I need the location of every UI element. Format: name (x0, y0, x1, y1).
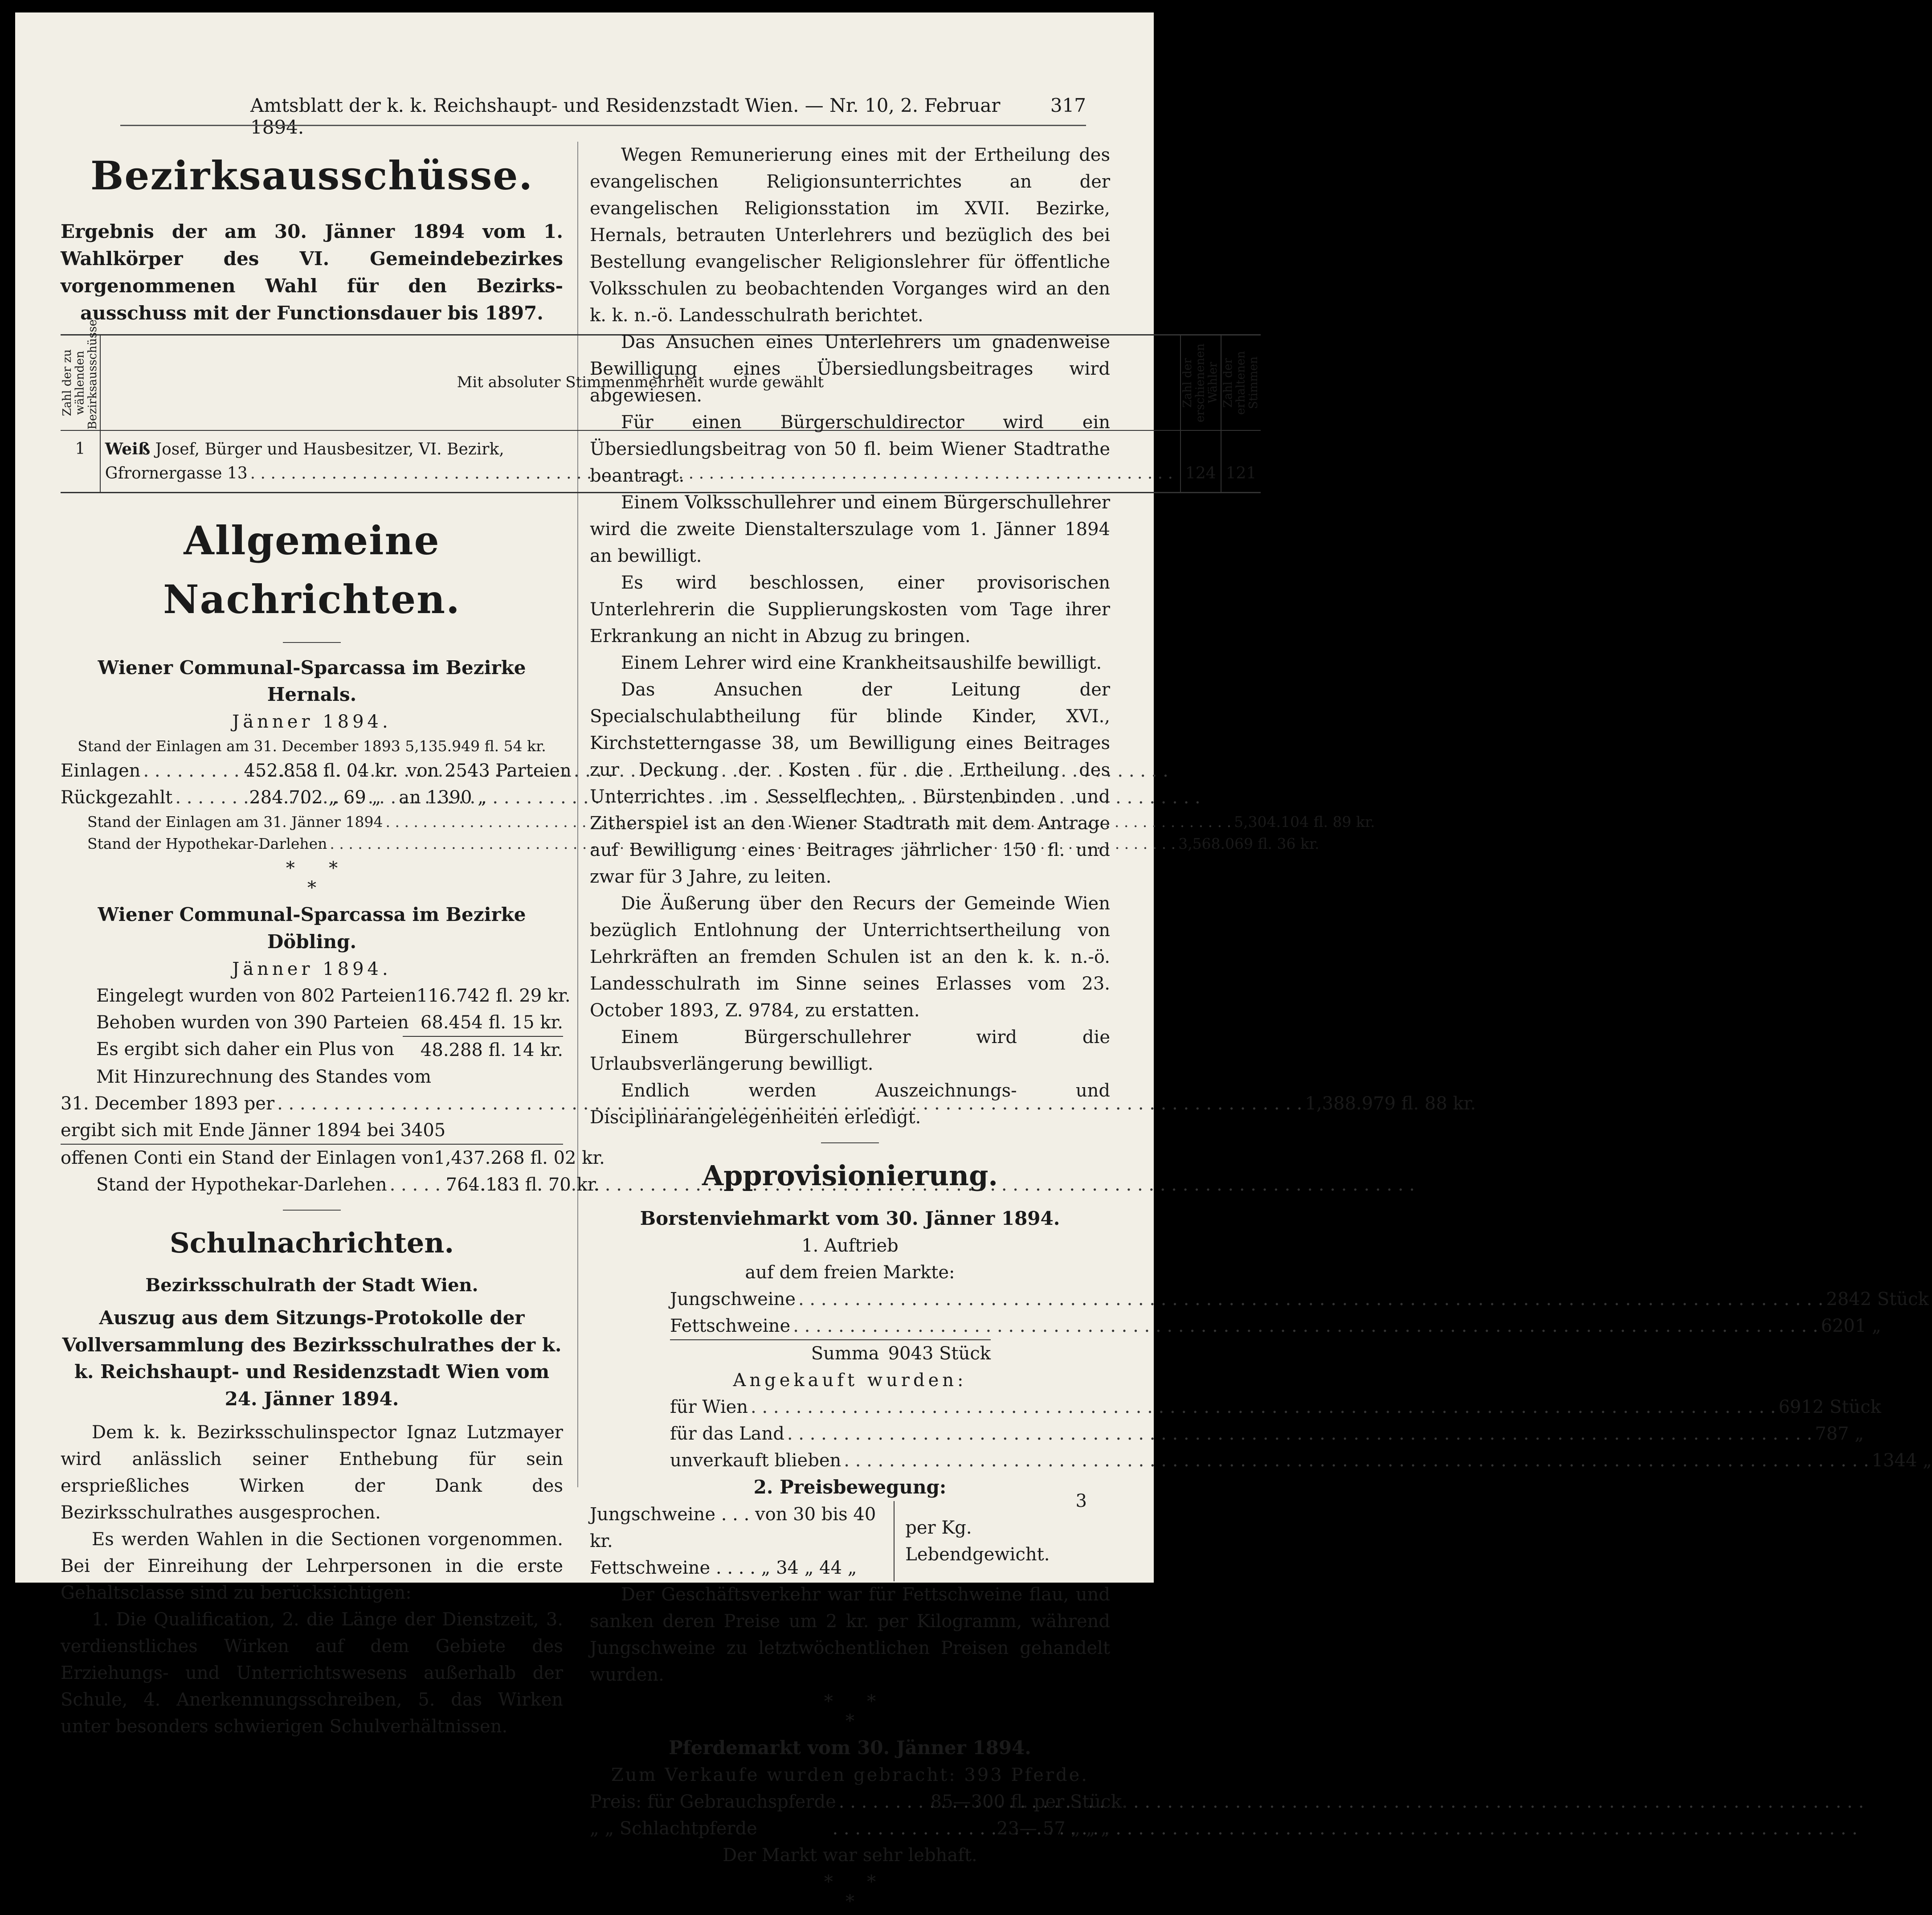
preis-title: 2. Preisbewegung: (753, 1476, 947, 1498)
label: Stand der Einlagen am 31. Jänner 1894 (87, 813, 383, 831)
fett-row (670, 1313, 1881, 1339)
label: Jungschweine (670, 1289, 796, 1309)
schul-p3: 1. Die Qualification, 2. die Länge der Dienstzeit, 3. verdienstliches Wirken auf dem Gebiete des Erziehungs- und Unterrichtswesens außerhalb der Schule, 4. Anerkennungsschreiben, 5. das Wirken unter besonders schwierigen Schulverhältnissen. (61, 1609, 563, 1737)
label: 31. December 1893 per (61, 1093, 275, 1114)
preis-gebrauch-row (590, 1788, 1127, 1815)
cell-voters: 124 (1180, 430, 1221, 493)
doebling-ende: ergibt sich mit Ende Jänner 1894 bei 3405 (61, 1120, 446, 1141)
stars-separator: * * * (286, 858, 338, 898)
cell-count: 1 (61, 430, 100, 493)
hernals-rueck-row (61, 784, 563, 811)
doebling-eingelegt-row (96, 982, 571, 1009)
doebling-month: Jänner 1894. (232, 958, 392, 979)
schul-cont-p: Einem Volksschullehrer und einem Bürgerschullehrer wird die zweite Dienstalterszulage vom 1. Jänner 1894 an bewilligt. (590, 492, 1110, 566)
label: offenen Conti ein Stand der Einlagen von (61, 1147, 434, 1168)
value: 764.183 fl. 70 kr. (445, 1174, 600, 1195)
wien-row (670, 1394, 1881, 1420)
hernals-einlagen-row (61, 757, 572, 784)
land-row (670, 1420, 1864, 1447)
value: 3,568.069 fl. 36 kr. (1178, 835, 1319, 853)
label: Stand der Hypothekar-Darlehen (87, 835, 327, 853)
doebling-hinzu: Mit Hinzurechnung des Standes vom (96, 1066, 432, 1087)
doebling-hypo-row (96, 1171, 600, 1198)
label: Preis: für Gebrauchspferde (590, 1791, 836, 1812)
summa-row (670, 1339, 991, 1367)
hernals-hypo-row (87, 833, 1319, 855)
parteien: von 2543 Parteien (406, 760, 572, 781)
unverk-row (670, 1447, 1932, 1474)
label: für Wien (670, 1396, 748, 1417)
value: 1,388.979 fl. 88 kr. (1305, 1093, 1476, 1114)
schul-cont-p: Einem Lehrer wird eine Krankheitsaushilfe bewilligt. (621, 653, 1102, 673)
col-header-voters: Zahl der erschienenen Wähler (1180, 343, 1220, 422)
col-header-elected: Mit absoluter Stimmenmehrheit wurde gewählt (457, 373, 824, 392)
page (15, 12, 1932, 1912)
preis-note: per Kg. Lebendgewicht. (905, 1517, 1050, 1565)
schul-cont-p: Endlich werden Auszeichnungs- und Disciplinarangelegenheiten erledigt. (590, 1080, 1110, 1128)
section-title-allgemeine: Allgemeine Nachrichten. (163, 517, 461, 622)
doebling-title: Wiener Communal-Sparcassa im Bezirke Döbling. (98, 903, 526, 953)
auftrieb: 1. Auftrieb (801, 1235, 899, 1256)
journal-title: Amtsblatt der k. k. Reichshaupt- und Residenzstadt Wien. — Nr. 10, 2. Februar 1894. (250, 94, 1001, 138)
label: Es ergibt sich daher ein Plus von (96, 1039, 395, 1060)
stars-separator: * * * (824, 1691, 876, 1731)
section-title-schul: Schulnachrichten. (169, 1226, 454, 1259)
schul-p1: Dem k. k. Bezirksschulinspector Ignaz Lutzmayer wird anlässlich seiner Enthebung für sein ersprießliches Wirken der Dank des Bezirksschulrathes ausgesprochen. (61, 1422, 563, 1523)
hernals-stand-jan-row (87, 811, 1375, 833)
stars-separator: * * * (824, 1871, 876, 1912)
doebling-behoben-row (96, 1009, 563, 1036)
hernals-title: Wiener Communal-Sparcassa im Bezirke Hernals. (98, 656, 526, 706)
header-rule (120, 125, 1086, 126)
schul-p2: Es werden Wahlen in die Sectionen vorgenommen. Bei der Einreihung der Lehrpersonen in die erste Gehaltsclasse sind zu berücksichtigen: (61, 1529, 563, 1604)
bezirk-subtitle: Ergebnis der am 30. Jänner 1894 vom 1. Wahlkörper des VI. Gemeindebezirkes vorgenommenen Wahl für den Bezirks-ausschuss mit der Functionsdauer bis 1897. (61, 221, 563, 324)
preis-schlacht-row (590, 1815, 1110, 1842)
running-header (250, 94, 1086, 138)
label: für das Land (670, 1423, 784, 1444)
value: 48.288 fl. 14 kr. (403, 1036, 563, 1064)
schul-sub: Bezirksschulrath der Stadt Wien. (145, 1274, 478, 1296)
preis-block (590, 1501, 1110, 1581)
col-header-count: Zahl der zu wählenden Bezirksausschüsse (61, 319, 100, 430)
signature-number: 3 (1075, 1491, 1087, 1511)
label: „ „ Schlachtpferde (590, 1818, 757, 1839)
value: 6201 „ (1821, 1315, 1881, 1336)
schul-auszug: Auszug aus dem Sitzungs-Protokolle der Vollversammlung des Bezirksschulrathes der k. k. Reichshaupt- und Residenzstadt Wien vom 24. Jänner 1894. (62, 1306, 562, 1410)
value: 23— 57 „ „ „ (997, 1818, 1110, 1839)
value: 787 „ (1815, 1423, 1864, 1444)
value: 9043 Stück (888, 1343, 991, 1364)
page-number: 317 (1050, 94, 1086, 116)
schul-cont-p: Das Ansuchen der Leitung der Specialschulabtheilung für blinde Kinder, XVI., Kirchstetterngasse 38, um Bewilligung eines Beitrages zur Deckung der Kosten für die Ertheilung des Unterrichtes im Sesselflechten, Bürstenbinden und Zitherspiel ist an den Wiener Stadtrath mit dem Antrage auf Bewilligung eines Beitrages jährlicher 150 fl. und zwar für 3 Jahre, zu leiten. (590, 679, 1110, 887)
value: 6912 Stück (1778, 1396, 1881, 1417)
label: Rückgezahlt (61, 787, 173, 808)
label: Eingelegt wurden von 802 Parteien (96, 985, 417, 1006)
label: Behoben wurden von 390 Parteien (96, 1012, 409, 1033)
divider-rule (283, 1210, 341, 1211)
elected-surname: Weiß (105, 439, 151, 458)
value: 284.702 „ 69 „ (249, 787, 381, 808)
pferde-line: Zum Verkaufe wurden gebracht: 393 Pferde. (611, 1764, 1089, 1785)
doebling-plus-row (96, 1036, 563, 1064)
preis-text: Der Geschäftsverkehr war für Fettschweine flau, und sanken deren Preise um 2 kr. per Kilogramm, während Jungschweine zu letztwöchentlichen Preisen gehandelt wurden. (590, 1584, 1110, 1685)
section-title-approv: Approvisionierung. (702, 1159, 998, 1192)
hernals-month: Jänner 1894. (232, 712, 392, 732)
value: 2842 Stück (1826, 1289, 1929, 1309)
cell-votes: 121 (1225, 464, 1257, 483)
label: Stand der Hypothekar-Darlehen (96, 1174, 387, 1195)
preis-jung: Jungschweine . . . von 30 bis 40 kr. (590, 1504, 876, 1551)
schul-cont-p: Die Äußerung über den Recurs der Gemeinde Wien bezüglich Entlohnung der Unterrichtsertheilung von Lehrkräften an fremden Schulen ist an den k. k. n.-ö. Landesschulrath im Sinne seines Erlasses vom 23. October 1893, Z. 9784, zu erstatten. (590, 893, 1110, 1021)
label: unverkauft blieben (670, 1450, 841, 1471)
elected-address: Gfrornergasse 13 (105, 464, 248, 483)
borsten-title: Borstenviehmarkt vom 30. Jänner 1894. (640, 1207, 1060, 1229)
label: Fettschweine (670, 1315, 791, 1336)
label: Summa (811, 1343, 879, 1364)
schul-cont-p: Es wird beschlossen, einer provisorischen Unterlehrerin die Supplierungskosten vom Tage ihrer Erkrankung an nicht in Abzug zu bringen. (590, 573, 1110, 647)
divider-rule (821, 1142, 879, 1143)
schul-cont-p: Das Ansuchen eines Unterlehrers um gnadenweise Bewilligung eines Übersiedlungsbeitrages wird abgewiesen. (590, 332, 1110, 406)
hernals-stand-dec: Stand der Einlagen am 31. December 1893 5,135.949 fl. 54 kr. (78, 737, 546, 755)
value: 68.454 fl. 15 kr. (420, 1012, 563, 1033)
value: 5,304.104 fl. 89 kr. (1234, 813, 1375, 831)
lebhaft: Der Markt war sehr lebhaft. (723, 1845, 977, 1866)
value: 1344 „ (1871, 1450, 1932, 1471)
pferde-title: Pferdemarkt vom 30. Jänner 1894. (669, 1736, 1031, 1759)
label: Einlagen (61, 760, 141, 781)
value: 1,437.268 fl. 02 kr. (434, 1147, 605, 1168)
divider-rule (283, 642, 341, 643)
doebling-offen-row (61, 1144, 605, 1171)
col-header-votes: Zahl der erhaltenen Stimmen (1221, 351, 1260, 415)
freien-markte: auf dem freien Markte: (745, 1262, 955, 1283)
value: 116.742 fl. 29 kr. (417, 985, 571, 1006)
schul-cont-p: Einem Bürgerschullehrer wird die Urlaubsverlängerung bewilligt. (590, 1027, 1110, 1074)
angekauft: Angekauft wurden: (733, 1370, 967, 1391)
jung-row (670, 1286, 1929, 1313)
preis-fett: Fettschweine . . . . „ 34 „ 44 „ (590, 1557, 857, 1578)
section-title-bezirk: Bezirksausschüsse. (90, 152, 533, 199)
parteien: an 1390 „ (399, 787, 487, 808)
value: 452.858 fl. 04 kr. (244, 760, 398, 781)
schul-cont-p: Für einen Bürgerschuldirector wird ein Übersiedlungsbeitrag von 50 fl. beim Wiener Stadtrathe beantragt. (590, 412, 1110, 486)
elected-details: Josef, Bürger und Hausbesitzer, VI. Bezirk, (155, 440, 504, 458)
value: 85—300 fl. per Stück. (930, 1791, 1127, 1812)
schul-cont-p: Wegen Remunerierung eines mit der Ertheilung des evangelischen Religionsunterrichtes an der evangelischen Religionsstation im XVII. Bezirke, Hernals, betrauten Unterlehrers und bezüglich des bei Bestellung evangelischer Religionslehrer für öffentliche Volksschulen zu beobachtenden Vorganges wird an den k. k. n.-ö. Landesschulrath berichtet. (590, 145, 1110, 326)
